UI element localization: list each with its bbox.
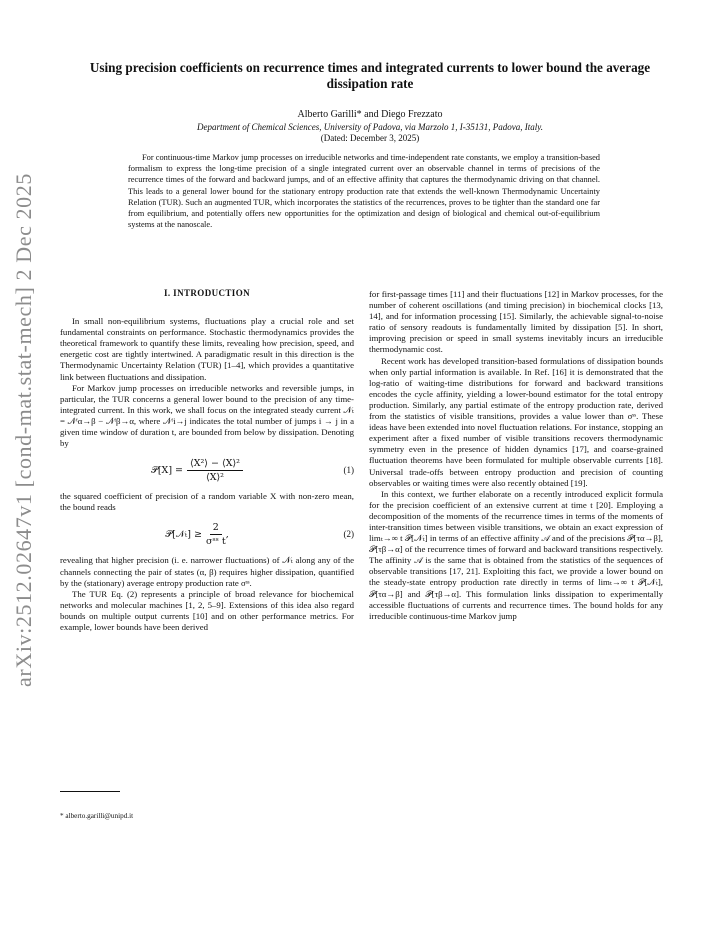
equation-2 <box>60 519 354 549</box>
equation-1-numerator: ⟨X²⟩ − ⟨X⟩² <box>187 458 243 471</box>
date-line: (Dated: December 3, 2025) <box>320 133 420 143</box>
equation-2-number: (2) <box>343 528 354 539</box>
equation-2-lhs: 𝒫[𝒩ₜ] ≥ <box>165 528 202 540</box>
equation-1-lhs: 𝒫[X] = <box>151 464 184 476</box>
author-list: Alberto Garilli* and Diego Frezzato <box>297 109 443 120</box>
affiliation: Department of Chemical Sciences, University of Padova, via Marzolo 1, I-35131, Padova, Italy. <box>197 122 543 132</box>
intro-paragraph-5: The TUR Eq. (2) represents a principle of broad relevance for biochemical networks and molecular machines [1, 2, 5–9]. Extensions of this idea also regard bounds on multiple output currents [10] and on other performance metrics. For example, lower bounds have been derived <box>60 588 354 632</box>
equation-2-fraction <box>206 522 226 547</box>
equation-2-tail: , <box>225 528 229 540</box>
intro-paragraph-1: In small non-equilibrium systems, fluctuations play a crucial role and set fundamental constraints on performance. Stochastic thermodynamics provides the theoretical framework to quantify these limits, revealing how precision, speed, and energetic cost are tightly intertwined. A paradigmatic result in this direction is the Thermodynamic Uncertainty Relation (TUR) [1–4], which provides a quantitative link between fluctuations and dissipation. <box>60 316 354 382</box>
intro-paragraph-2: For Markov jump processes on irreducible networks and reversible jumps, in particular, the TUR concerns a general lower bound to the precision of any time-integrated current. In this work, we shall focus on the integrated steady current 𝒩ₜ = 𝒩ᵗα→β − 𝒩ᵗβ→α, where 𝒩ᵗi→j indicates the total number of jumps i → j in a given time window of duration t, are bounded from below by dissipation. Denoting by <box>60 382 354 449</box>
footnote-email: * alberto.garilli@unipd.it <box>60 812 134 820</box>
footnote-divider <box>60 791 120 792</box>
arxiv-sidebar <box>2 150 46 710</box>
section-heading-introduction: I. INTRODUCTION <box>163 288 250 298</box>
intro-paragraph-8: In this context, we further elaborate on a recently introduced explicit formula for the precision coefficient of an extensive current at time t [20]. Employing a decomposition of the moments of the recurrence times in terms of the moments of inter-transition times between visible transitions, we obtain an exact expression of limₜ→∞ t 𝒫[𝒩ₜ] in terms of an effective affinity 𝒜 and of the precisions 𝒫[τα→β], 𝒫[τβ→α] of the recurrence times of forward and backward transitions respectively. The affinity 𝒜 is the same that is obtained from the statistics of the sequences of observable transitions [17, 21]. Exploiting this fact, we provide a lower bound on the steady-state entropy production rate directly in terms of limₜ→∞ t 𝒫[𝒩ₜ], 𝒫[τα→β] and 𝒫[τβ→α]. This formulation links dissipation to experimentally accessible fluctuations of currents and recurrence times. The bound holds for any irreducible continuous-time Markov jump <box>369 488 663 621</box>
right-column <box>369 289 663 622</box>
equation-1-fraction <box>187 458 243 483</box>
intro-paragraph-6: for first-passage times [11] and their fluctuations [12] in Markov processes, for the number of coherent oscillations (and timing precision) in biochemical clocks [13, 14], and for information processing [15]. Similarly, the achievable signal-to-noise ratio of sensory readouts is fundamentally limited by dissipation [5]. In short, improving precision or speed in small systems inevitably incurs an irreducible thermodynamic cost. <box>369 289 663 355</box>
arxiv-identifier: arXiv:2512.02647v1 [cond-mat.stat-mech] 2 Dec 2025 <box>11 173 36 687</box>
equation-2-numerator: 2 <box>210 522 222 535</box>
equation-2-denominator: σˢˢ t <box>205 535 226 547</box>
intro-paragraph-7: Recent work has developed transition-based formulations of dissipation bounds when only partial information is available. In Ref. [16] it is demonstrated that the log-ratio of waiting-time distributions for forward and backward transitions encodes the cycle affinity, yielding a lower-bound estimator for the total entropy production. Similarly, any partial estimate of the entropy production rate, derived from the statistics of visible transitions, provides a value lower than σˢˢ. These ideas have been extended into novel fluctuation relations. For instance, stopping an experiment after a fixed number of visible transitions recovers thermodynamic symmetry even in the presence of hidden dynamics [17], and coarse-grained fluctuation theorems have been formulated for multiple observable currents [18]. Universal trade-offs between entropy production and precision of counting observables or waiting times were also recently obtained [19]. <box>369 355 663 488</box>
equation-1 <box>60 455 354 485</box>
intro-paragraph-3: the squared coefficient of precision of a random variable X with non-zero mean, the bound reads <box>60 491 354 513</box>
left-column <box>60 284 354 633</box>
paper-title: Using precision coefficients on recurrence times and integrated currents to lower bound the average dissipation rate <box>89 60 651 91</box>
equation-1-denominator: ⟨X⟩² <box>206 471 224 483</box>
equation-1-number: (1) <box>343 464 354 475</box>
intro-paragraph-4: revealing that higher precision (i. e. narrower fluctuations) of 𝒩ₜ along any of the channels connecting the pair of states (α, β) requires higher dissipation, quantified by the (stationary) average entropy production rate σˢˢ. <box>60 555 354 588</box>
abstract: For continuous-time Markov jump processes on irreducible networks and time-independent rate constants, we employ a transition-based formalism to express the long-time precision of a single integrated current over an observable channel in terms of precisions of the recurrence times of the forward and backward jumps, and of an effective affinity that captures the thermodynamic driving on that channel. This leads to a general lower bound for the stationary entropy production rate that extends the well-known Thermodynamic Uncertainty Relation (TUR). Such an augmented TUR, which incorporates the statistics of the recurrences, proves to be tighter than the standard one far from equilibrium, and potentially offers new opportunities for the optimization and design of biological and chemical out-of-equilibrium systems at the nanoscale. <box>128 153 600 230</box>
